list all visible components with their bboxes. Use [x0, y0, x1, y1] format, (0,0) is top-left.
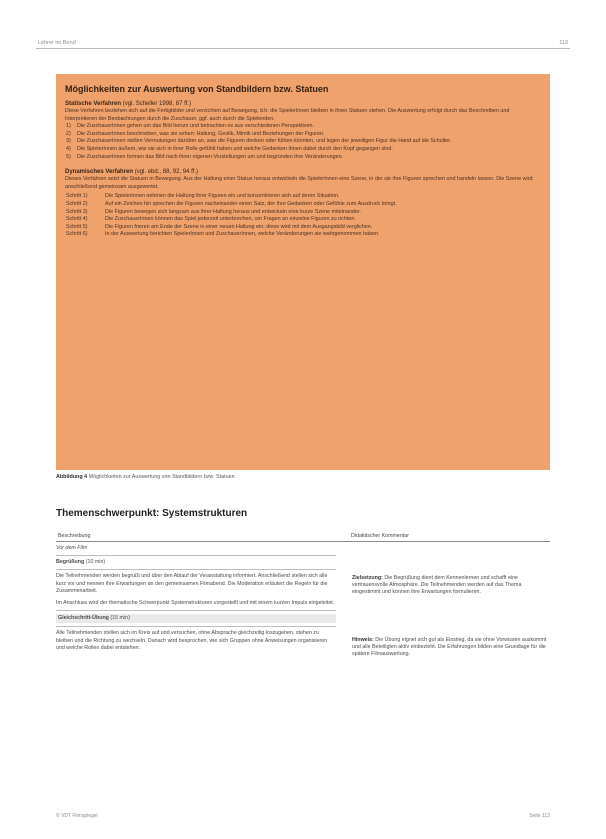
- step-item: Schritt 4) Die ZuschauerInnen können das Spiel jederzeit unterbrechen, um Fragen an einzelne Figuren zu richten.: [66, 216, 356, 223]
- exercise-text: Alle Teilnehmenden stellen sich im Kreis auf und versuchen, ohne Absprache gleichzeitig loszugehen, stehen zu bleiben und die Richtung zu wechseln. Danach wird besprochen, wie sich Gruppen ohne Anweisungen organisieren und welche Rollen dabei entstehen.: [56, 630, 328, 651]
- hint-text: Die Übung eignet sich gut als Einstieg, da sie ohne Vorwissen auskommt und alle Beteiligten aktiv einbezieht. Die Erfahrungen bilden eine Grundlage für die spätere Filmauswertung.: [352, 636, 547, 658]
- static-heading-text: Statische Verfahren: [65, 101, 122, 107]
- list-item: 1) Die ZuschauerInnen gehen um das Bild herum und betrachten es aus verschiedenen Perspektiven.: [66, 123, 315, 130]
- column-header-description: Beschreibung: [58, 533, 91, 539]
- step-item: Schritt 3) Die Figuren bewegen sich langsam aus ihrer Haltung heraus und entwickeln eine kurze Szene miteinander.: [66, 208, 361, 215]
- divider: [56, 626, 336, 627]
- step-item: Schritt 6) In der Auswertung berichten SpielerInnen und ZuschauerInnen, welche Veränderungen sie wahrgenommen haben.: [66, 231, 380, 238]
- goal-paragraph: [352, 575, 548, 597]
- footer-right: Seite 113: [529, 813, 550, 819]
- schedule-table: [56, 532, 550, 802]
- panel-title: Möglichkeiten zur Auswertung von Standbildern bzw. Statuen: [65, 84, 329, 94]
- list-item: 2) Die ZuschauerInnen beschreiben, was sie sehen: Haltung, Gestik, Mimik und Beziehungen der Figuren.: [66, 130, 325, 137]
- divider: [56, 555, 336, 556]
- page-footer: [56, 813, 550, 819]
- static-list: [65, 123, 541, 161]
- dynamic-meta: (vgl. ebd., 88, 92, 94 ff.): [134, 169, 198, 176]
- greeting-text-2: Im Anschluss wird der thematische Schwerpunkt Systemstrukturen vorgestellt und mit einem kurzen Impuls eingeleitet.: [56, 600, 335, 607]
- list-item: 4) Die SpielerInnen äußern, wie sie sich in ihrer Rolle gefühlt haben und welche Gedanken ihnen dabei durch den Kopf gegangen sind.: [66, 145, 393, 152]
- caption-text: Möglichkeiten zur Auswertung von Standbildern bzw. Statuen: [88, 474, 235, 480]
- greeting-text: Die Teilnehmenden werden begrüßt und über den Ablauf der Veranstaltung informiert. Anschließend stellen sich alle kurz vor und nennen ihre Erwartungen an den gemeinsamen Filmabend. Die Moderation erläutert die Regeln für die Zusammenarbeit.: [56, 573, 328, 594]
- goal-label: Zielsetzung:: [352, 575, 383, 581]
- step-item: Schritt 1) Die SpielerInnen nehmen die Haltung ihrer Figuren ein und konzentrieren sich auf deren Situation.: [66, 193, 340, 200]
- table-header: [56, 532, 550, 542]
- static-intro: Diese Verfahren beziehen sich auf die Fertigbilder und verzichten auf Bewegung, d.h. die SpielerInnen bleiben in ihren Statuen stehen. Die Auswertung erfolgt durch das Beschreiben und Interpretieren der Beobachtungen durch die Zuschauer, ggf. auch durch die Spielenden.: [65, 108, 510, 122]
- greeting-heading: Begrüßung (10 min): [56, 559, 106, 566]
- exercise-heading: Gleichschritt-Übung (15 min): [56, 614, 336, 623]
- dynamic-heading: [65, 168, 541, 176]
- footer-left: © VDT Filmspiegel: [56, 813, 98, 819]
- figure-caption: [56, 474, 235, 480]
- static-heading: [65, 100, 541, 108]
- running-header: [36, 38, 570, 49]
- list-item: 3) Die ZuschauerInnen stellen Vermutungen darüber an, was die Figuren denken oder fühlen könnten, und legen der jeweiligen Figur die Hand auf die Schulter.: [66, 138, 452, 145]
- info-panel: [56, 74, 550, 470]
- divider: [56, 569, 336, 570]
- goal-text: Die Begrüßung dient dem Kennenlernen und schafft eine vertrauensvolle Atmosphäre. Die Teilnehmenden werden auf das Thema eingestimmt und können ihre Erwartungen formulieren.: [352, 575, 522, 596]
- dynamic-steps: [65, 193, 541, 239]
- step-item: Schritt 5) Die Figuren frieren am Ende der Szene in einer neuen Haltung ein; diese wird mit dem Ausgangsbild verglichen.: [66, 223, 373, 230]
- step-item: Schritt 2) Auf ein Zeichen hin sprechen die Figuren nacheinander einen Satz, der ihre Gedanken oder Gefühle zum Ausdruck bringt.: [66, 200, 397, 207]
- dynamic-heading-text: Dynamisches Verfahren: [65, 169, 134, 176]
- page-number: 113: [559, 40, 568, 46]
- description-column: [56, 545, 336, 652]
- caption-label: Abbildung 4: [56, 474, 88, 480]
- column-header-commentary: Didaktischer Kommentar: [351, 533, 409, 539]
- hint-label: Hinweis:: [352, 636, 374, 643]
- section-title: Themenschwerpunkt: Systemstrukturen: [56, 508, 248, 519]
- commentary-column: [352, 545, 548, 658]
- divider: [56, 610, 336, 611]
- list-item: 5) Die ZuschauerInnen formen das Bild nach ihren eigenen Vorstellungen um und begründen ihre Veränderungen.: [66, 153, 344, 160]
- subhead-before-film: Vor dem Film: [56, 545, 88, 551]
- static-meta: (vgl. Scheller 1998, 87 ff.): [122, 101, 191, 107]
- dynamic-intro: Dieses Verfahren setzt die Statuen in Bewegung. Aus der Haltung einer Statue heraus entwickeln die SpielerInnen eine Szene, in der sie ihre Figuren sprechen und handeln lassen. Die Szene wird anschließend gemeinsam ausgewertet.: [65, 176, 533, 190]
- running-header-left: Lehrer im Beruf: [38, 40, 76, 46]
- hint-paragraph: [352, 637, 548, 659]
